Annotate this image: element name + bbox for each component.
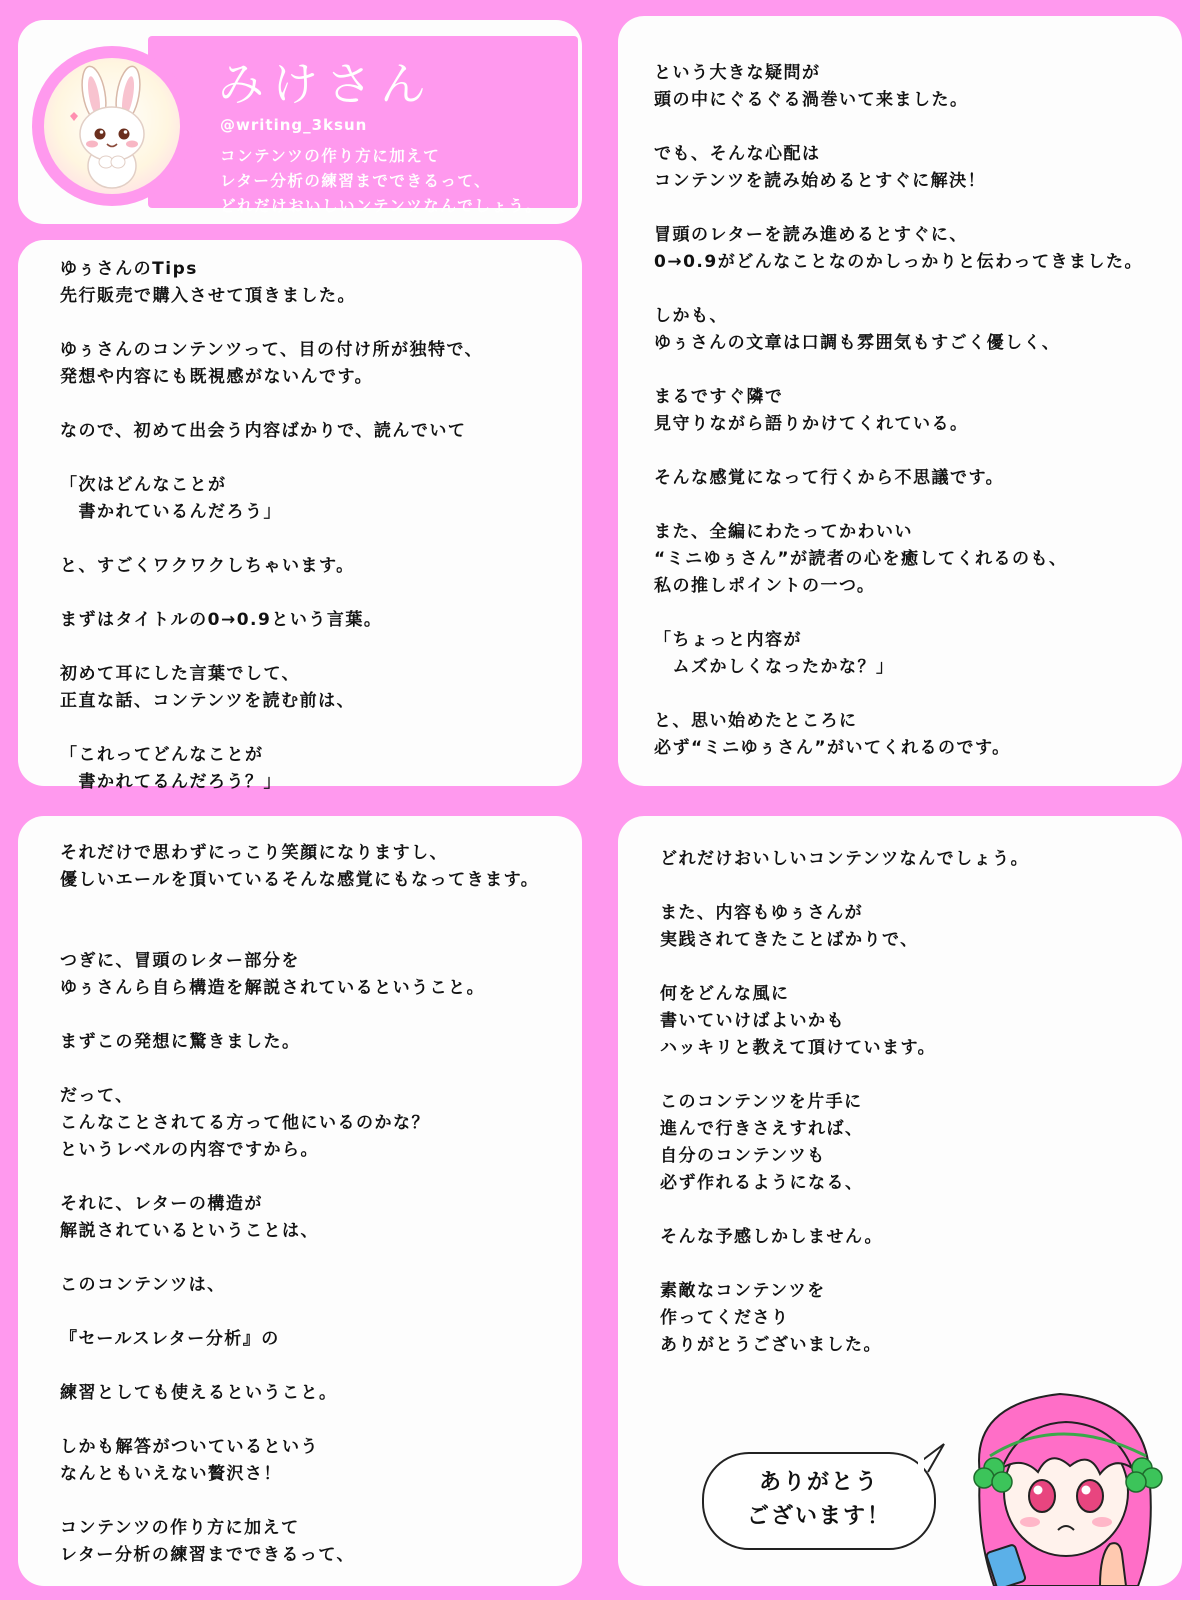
review-card-1 xyxy=(18,240,582,792)
review-card-3 xyxy=(18,816,582,1586)
speech-bubble-text: ありがとう ございます！ xyxy=(746,1470,891,1529)
bunny-illustration xyxy=(44,58,180,194)
avatar-ring xyxy=(32,46,192,206)
profile-name: みけさん xyxy=(218,57,434,111)
review-text-2: という大きな疑問が 頭の中にぐるぐる渦巻いて来ました。 でも、そんな心配は コンテンツを読み始めるとすぐに解決！ 冒頭のレターを読み進めるとすぐに、 0→0.9がどんなことなのかしっかりと伝わってきました。 しかも、 ゆぅさんの文章は口調も雰囲気もすごく優しく、 まるですぐ隣で 見守りながら語りかけてくれている。 そんな感覚になって行くから不思議です。 また、全編にわたってかわいい “ミニゆぅさん”が読者の心を癒してくれるのも、 私の推しポイントの一つ。 「ちょっと内容が ムズかしくなったかな？」 と、思い始めたところに 必ず“ミニゆぅさん”がいてくれるのです。 xyxy=(654,63,1144,758)
review-text-3: それだけで思わずにっこり笑顔になりますし、 優しいエールを頂いているそんな感覚にもなってきます。 つぎに、冒頭のレター部分を ゆぅさんら自ら構造を解説されているということ。 まずこの発想に驚きました。 だって、 こんなことされてる方って他にいるのかな？ というレベルの内容ですから。 それに、レターの構造が 解説されているということは、 このコンテンツは、 『セールスレター分析』の 練習としても使えるということ。 しかも解答がついているという なんともいえない贅沢さ！ コンテンツの作り方に加えて レター分析の練習までできるって、 xyxy=(60,843,540,1565)
profile-bio: コンテンツの作り方に加えて レター分析の練習までできるって、 どれだけおいしいンテンツなんでしょう。 xyxy=(220,147,543,215)
pink-haired-girl-icon xyxy=(950,1364,1182,1586)
profile-card xyxy=(18,20,582,224)
review-text-4: どれだけおいしいコンテンツなんでしょう。 また、内容もゆぅさんが 実践されてきたことばかりで、 何をどんな風に 書いていけばよいかも ハッキリと教えて頂けています。 このコンテンツを片手に 進んで行きさえすれば、 自分のコンテンツも 必ず作れるようになる、 そんな予感しかしません。 素敵なコンテンツを 作ってくださり ありがとうございました。 xyxy=(660,849,1030,1355)
speech-bubble-tail xyxy=(918,1442,948,1482)
profile-handle: @writing_3ksun xyxy=(220,116,368,134)
bunny-avatar-icon xyxy=(44,58,180,194)
speech-bubble xyxy=(702,1452,936,1550)
review-text-1: ゆぅさんのTips 先行販売で購入させて頂きました。 ゆぅさんのコンテンツって、目の付け所が独特で、 発想や内容にも既視感がないんです。 なので、初めて出会う内容ばかりで、読んでいて 「次はどんなことが 書かれているんだろう」 と、すごくワクワクしちゃいます。 まずはタイトルの0→0.9という言葉。 初めて耳にした言葉でして、 正直な話、コンテンツを読む前は、 「これってどんなことが 書かれてるんだろう？」 xyxy=(60,259,484,792)
review-card-4 xyxy=(618,816,1182,1586)
review-card-2 xyxy=(618,16,1182,786)
